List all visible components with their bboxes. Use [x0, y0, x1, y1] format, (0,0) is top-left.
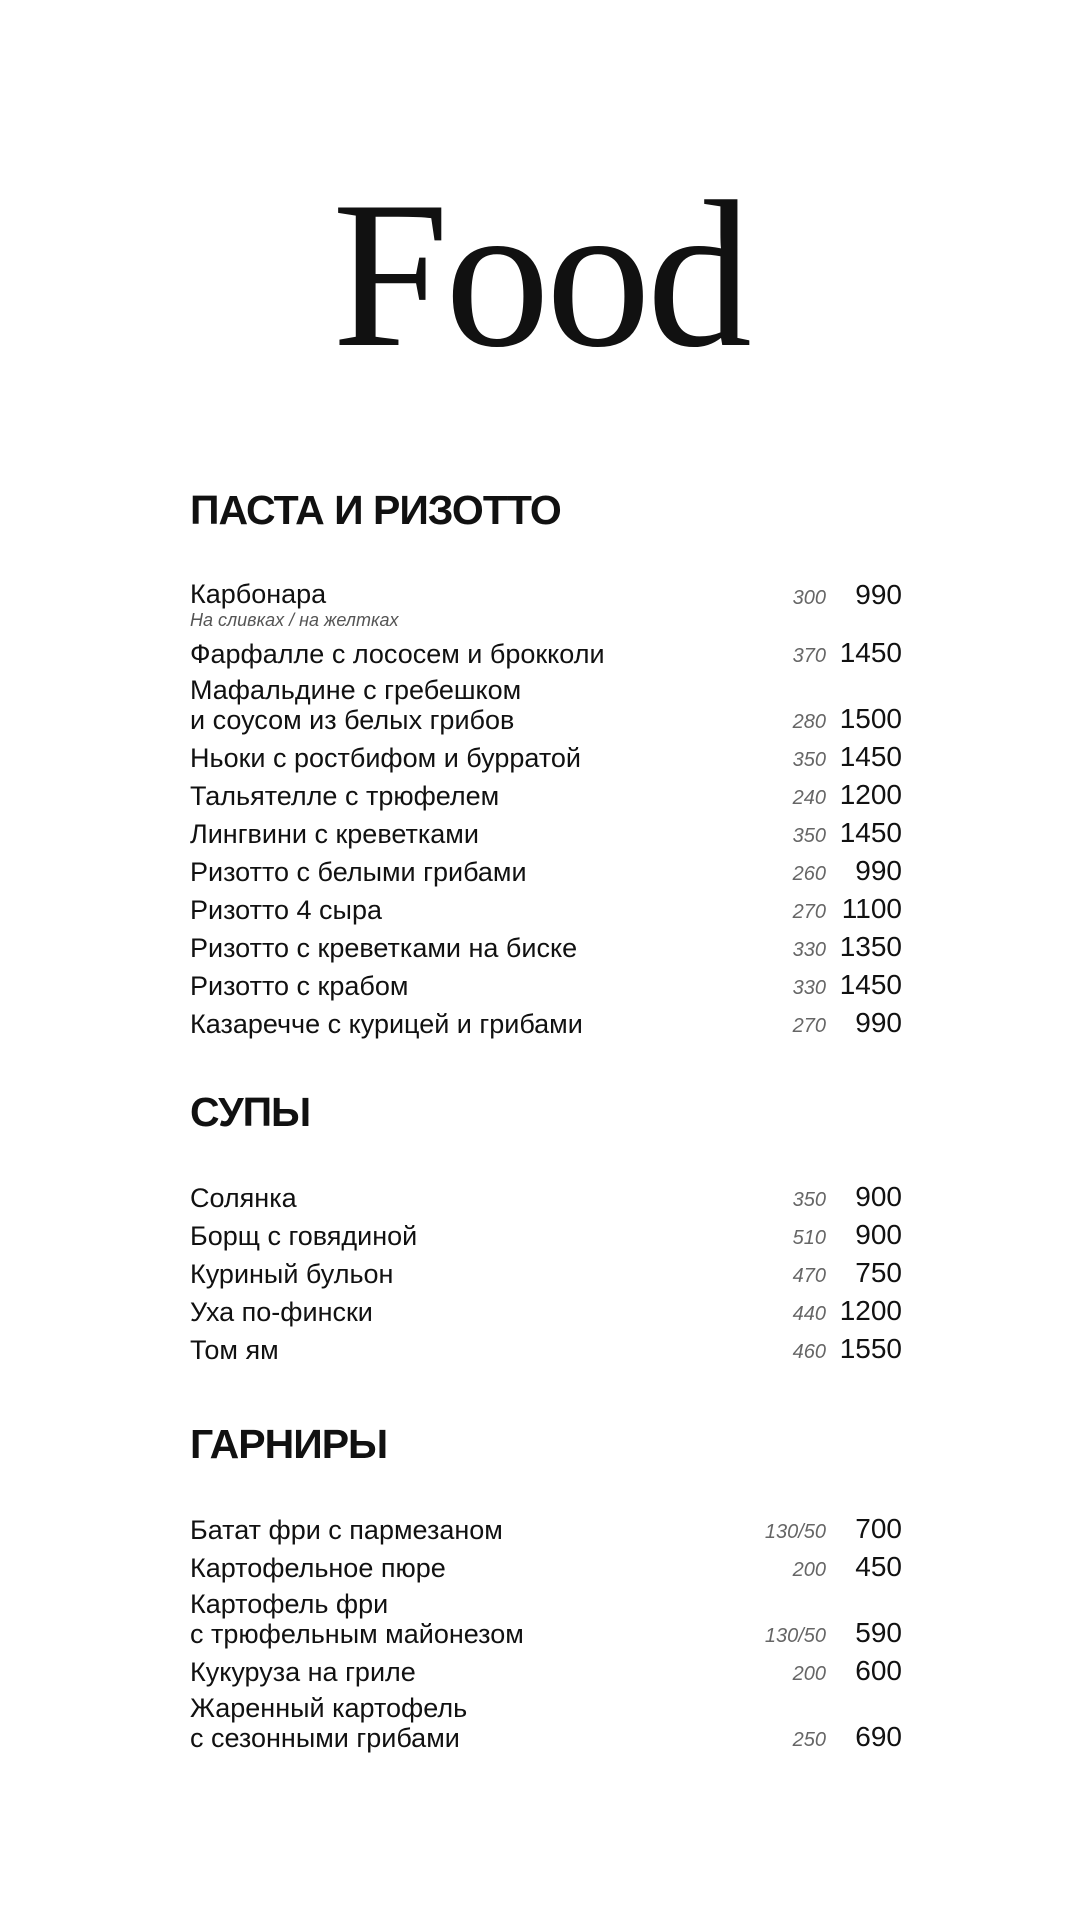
menu-item [190, 1295, 902, 1327]
section-title: ПАСТА И РИЗОТТО [190, 487, 561, 533]
section-sides [190, 1421, 902, 1759]
item-name: Том ям [190, 1335, 279, 1365]
item-weight: 350 [792, 1189, 826, 1211]
item-name: Ризотто с белыми грибами [190, 857, 527, 887]
item-name: Фарфалле с лососем и брокколи [190, 639, 605, 669]
item-price: 1350 [839, 931, 902, 962]
item-price: 990 [855, 1007, 902, 1038]
item-weight: 470 [792, 1265, 826, 1287]
item-weight: 270 [792, 1015, 826, 1037]
item-weight: 270 [792, 901, 826, 923]
item-weight: 460 [792, 1341, 826, 1363]
menu-item [190, 1257, 902, 1289]
item-name: Батат фри с пармезаном [190, 1515, 503, 1545]
item-name: Куриный бульон [190, 1259, 394, 1289]
item-price: 900 [855, 1219, 902, 1250]
item-price: 700 [855, 1513, 902, 1544]
item-price: 1500 [839, 703, 902, 734]
menu-item [190, 1551, 902, 1583]
item-weight: 240 [792, 787, 826, 809]
item-weight: 280 [792, 711, 826, 733]
item-name: Борщ с говядиной [190, 1221, 418, 1251]
item-weight: 370 [792, 645, 826, 667]
item-weight: 200 [792, 1559, 826, 1581]
item-price: 750 [855, 1257, 902, 1288]
item-weight: 250 [792, 1729, 826, 1751]
item-weight: 350 [792, 825, 826, 847]
item-weight: 130/50 [764, 1521, 826, 1543]
item-weight: 440 [792, 1303, 826, 1325]
item-weight: 330 [792, 939, 826, 961]
item-name-line2: с сезонными грибами [190, 1723, 460, 1753]
item-weight: 200 [792, 1663, 826, 1685]
item-name: Казаречче с курицей и грибами [190, 1009, 583, 1039]
item-price: 690 [855, 1721, 902, 1752]
item-name: Солянка [190, 1183, 297, 1213]
menu-item [190, 741, 902, 773]
item-name-line2: и соусом из белых грибов [190, 705, 515, 735]
item-price: 1100 [841, 893, 902, 924]
section-soups [190, 1089, 902, 1371]
item-weight: 130/50 [764, 1625, 826, 1647]
menu-item [190, 1655, 902, 1687]
menu-item [190, 1181, 902, 1213]
item-price: 1450 [839, 741, 902, 772]
section-pasta-risotto [190, 487, 902, 1045]
item-price: 600 [855, 1655, 902, 1686]
item-price: 590 [855, 1617, 902, 1648]
item-name: Ризотто с крабом [190, 971, 409, 1001]
page-title: Food [332, 159, 748, 391]
item-name: Карбонара [190, 579, 327, 609]
menu-item [190, 893, 902, 925]
menu-item [190, 1219, 902, 1251]
menu-item [190, 579, 902, 631]
item-price: 1450 [839, 969, 902, 1000]
menu-item [190, 637, 902, 669]
section-title: ГАРНИРЫ [190, 1421, 388, 1467]
item-price: 900 [855, 1181, 902, 1212]
item-price: 990 [855, 579, 902, 610]
item-name-line1: Картофель фри [190, 1589, 389, 1619]
item-price: 1200 [839, 1295, 902, 1326]
menu-item [190, 1333, 902, 1365]
menu-item [190, 1693, 902, 1753]
item-weight: 260 [792, 863, 826, 885]
menu-item [190, 1007, 902, 1039]
item-weight: 330 [792, 977, 826, 999]
menu-item [190, 931, 902, 963]
item-name-line1: Жаренный картофель [190, 1693, 468, 1723]
item-name: Ньоки с ростбифом и бурратой [190, 743, 581, 773]
item-name-line2: с трюфельным майонезом [190, 1619, 524, 1649]
item-weight: 510 [792, 1227, 826, 1249]
item-name: Картофельное пюре [190, 1553, 446, 1583]
menu-item [190, 675, 902, 735]
item-name: Кукуруза на гриле [190, 1657, 416, 1687]
item-weight: 350 [792, 749, 826, 771]
menu-item [190, 1589, 902, 1649]
item-price: 450 [855, 1551, 902, 1582]
item-name-line1: Мафальдине с гребешком [190, 675, 522, 705]
item-name: Ризотто 4 сыра [190, 895, 382, 925]
menu-item [190, 855, 902, 887]
item-note: На сливках / на желтках [190, 610, 399, 630]
menu-item [190, 779, 902, 811]
item-price: 990 [855, 855, 902, 886]
menu-item [190, 1513, 902, 1545]
section-title: СУПЫ [190, 1089, 311, 1135]
item-price: 1450 [839, 817, 902, 848]
item-name: Лингвини с креветками [190, 819, 479, 849]
item-name: Ризотто с креветками на биске [190, 933, 578, 963]
menu-item [190, 969, 902, 1001]
item-weight: 300 [792, 587, 826, 609]
item-price: 1200 [839, 779, 902, 810]
item-price: 1450 [839, 637, 902, 668]
menu-item [190, 817, 902, 849]
item-name: Тальятелле с трюфелем [190, 781, 500, 811]
item-name: Уха по-фински [190, 1297, 373, 1327]
item-price: 1550 [839, 1333, 902, 1364]
